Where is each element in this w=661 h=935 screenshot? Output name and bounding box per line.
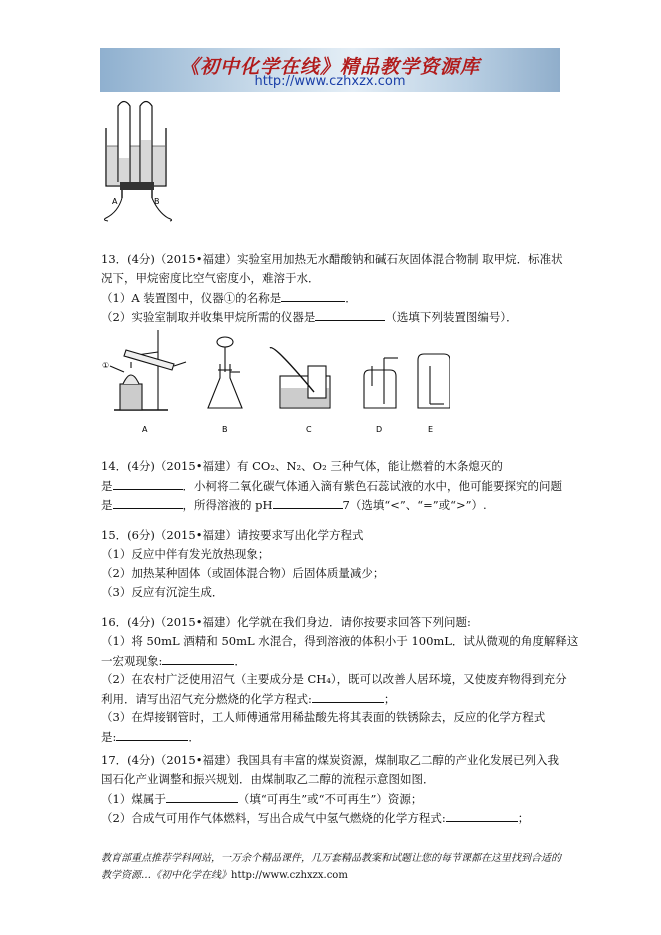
q13-line2: 况下，甲烷密度比空气密度小，难溶于水． xyxy=(101,271,320,285)
q13-line1: 13．(4分)（2015•福建）实验室用加热无水醋酸钠和碱石灰固体混合物制 取甲烷．标准状 xyxy=(101,252,563,266)
q16-line4: （2）在农村广泛使用沼气（主要成分是 CH₄），既可以改善人居环境，又使废弃物得到充分 xyxy=(101,672,567,686)
q17-answer-blank-2[interactable] xyxy=(446,808,518,822)
q14-line1: 14．(4分)（2015•福建）有 CO₂、N₂、O₂ 三种气体，能让燃着的木条熄灭的 xyxy=(101,459,503,473)
q16-line5: 利用．请写出沼气充分燃烧的化学方程式: ； xyxy=(101,689,541,708)
q16-answer-blank-2[interactable] xyxy=(312,689,384,703)
q14-answer-blank-1[interactable] xyxy=(113,476,183,490)
question-13 xyxy=(101,250,563,326)
q15-line4: （3）反应有沉淀生成． xyxy=(101,585,224,599)
q15-line1: 15．(6分)（2015•福建）请按要求写出化学方程式 xyxy=(101,528,364,542)
apparatus-figure xyxy=(100,326,450,438)
q16-line1: 16．(4分)（2015•福建）化学就在我们身边．请你按要求回答下列问题: xyxy=(101,615,471,629)
footer-line2: 教学资源…《初中化学在线》http://www.czhxzx.com xyxy=(101,870,348,881)
page-footer xyxy=(101,850,571,884)
q16-line2: （1）将 50mL 酒精和 50mL 水混合，得到溶液的体积小于 100mL．试从微观的角度解释这 xyxy=(101,634,579,648)
q14-answer-blank-3[interactable] xyxy=(273,495,343,509)
q15-line3: （2）加热某种固体（或固体混合物）后固体质量减少； xyxy=(101,566,385,580)
q13-line4: （2）实验室制取并收集甲烷所需的仪器是 （选填下列装置图编号）． xyxy=(101,307,541,326)
q14-line3: 是 ，所得溶液的 pH 7（选填“<”、“=”或“>”）. xyxy=(101,495,541,514)
q13-answer-blank-1[interactable] xyxy=(281,288,345,302)
q17-line3: （1）煤属于 （填“可再生”或“不可再生”）资源； xyxy=(101,789,541,808)
apparatus-e xyxy=(418,354,450,408)
q15-line2: （1）反应中伴有发光放热现象； xyxy=(101,547,270,561)
question-16 xyxy=(101,613,579,746)
marker-1: ① xyxy=(102,361,110,370)
q16-answer-blank-1[interactable] xyxy=(162,651,234,665)
q16-line7: 是: ． xyxy=(101,727,541,746)
q14-line2: 是 ．小柯将二氧化碳气体通入滴有紫色石蕊试液的水中，他可能要探究的问题 xyxy=(101,476,541,495)
apparatus-label-c: C xyxy=(306,425,312,434)
header-url[interactable]: http://www.czhxzx.com xyxy=(254,74,406,89)
q14-answer-blank-2[interactable] xyxy=(113,495,183,509)
header-banner xyxy=(100,48,560,92)
q17-line2: 国石化产业调整和振兴规划．由煤制取乙二醇的流程示意图如图． xyxy=(101,772,435,786)
apparatus-c xyxy=(270,348,330,408)
apparatus-a xyxy=(110,330,186,410)
q17-line1: 17．(4分)（2015•福建）我国具有丰富的煤炭资源，煤制取乙二醇的产业化发展已列入我 xyxy=(101,753,559,767)
q16-answer-blank-3[interactable] xyxy=(116,727,188,741)
footer-url[interactable]: http://www.czhxzx.com xyxy=(231,870,348,881)
header-title: 《初中化学在线》精品教学资源库 xyxy=(179,56,480,78)
apparatus-b xyxy=(208,337,242,408)
label-a: A xyxy=(112,197,118,206)
q16-line3: 一宏观现象: ． xyxy=(101,651,541,670)
label-b: B xyxy=(154,197,160,206)
apparatus-label-b: B xyxy=(222,425,228,434)
footer-line1: 教育部重点推荐学科网站，一万余个精品课件，几万套精品教案和试题让您的每节课都在这里找到合适的 xyxy=(101,853,561,864)
q17-line4: （2）合成气可用作气体燃料，写出合成气中氢气燃烧的化学方程式: ； xyxy=(101,808,541,827)
q13-line3: （1）A 装置图中，仪器①的名称是 ． xyxy=(101,288,541,307)
electrolysis-figure xyxy=(100,94,180,224)
apparatus-label-e: E xyxy=(428,425,434,434)
apparatus-label-d: D xyxy=(376,425,383,434)
q13-answer-blank-2[interactable] xyxy=(315,307,385,321)
question-14 xyxy=(101,457,562,514)
question-15 xyxy=(101,526,541,602)
apparatus-d xyxy=(364,358,398,408)
question-17 xyxy=(101,751,559,827)
apparatus-label-a: A xyxy=(142,425,148,434)
q17-answer-blank-1[interactable] xyxy=(166,789,238,803)
q16-line6: （3）在焊接钢管时，工人师傅通常用稀盐酸先将其表面的铁锈除去，反应的化学方程式 xyxy=(101,710,546,724)
